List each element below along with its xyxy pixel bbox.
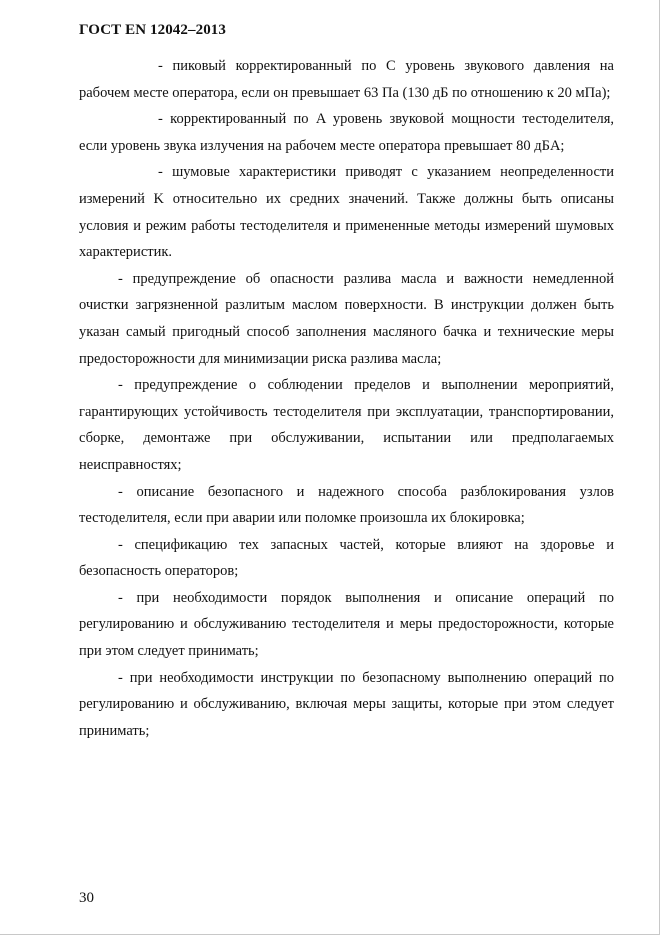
- page-number: 30: [79, 890, 94, 906]
- paragraph-stability-warning: - предупреждение о соблюдении пределов и выполнении мероприятий, гарантирующих устойчивость тестоделителя при эксплуатации, транспортировании, сборке, демонтаже при обслуживании, испытании или предполагаемых неисправностях;: [79, 377, 614, 473]
- paragraph-safe-maintenance-instructions: - при необходимости инструкции по безопасному выполнению операций по регулированию и обслуживанию, включая меры защиты, которые при этом следует принимать;: [79, 669, 614, 739]
- paragraph-spare-parts-specification: - спецификацию тех запасных частей, которые влияют на здоровье и безопасность операторов;: [79, 536, 614, 580]
- paragraph-peak-sound-pressure: - пиковый корректированный по C уровень звукового давления на рабочем месте оператора, если он превышает 63 Па (130 дБ по отношению к 20 мПа);: [79, 58, 614, 101]
- paragraph-adjustment-procedure: - при необходимости порядок выполнения и описание операций по регулированию и обслуживанию тестоделителя и меры предосторожности, которые при этом следует принимать;: [79, 589, 614, 660]
- paragraph-oil-spill-warning: - предупреждение об опасности разлива масла и важности немедленной очистки загрязненной разлитым маслом поверхности. В инструкции должен быть указан самый пригодный способ заполнения масляного бачка и технические меры предосторожности для минимизации риска разлива масла;: [79, 270, 614, 367]
- paragraph-noise-characteristics: - шумовые характеристики приводят с указанием неопределенности измерений K относительно их средних значений. Также должны быть описаны условия и режим работы тестоделителя и примененные методы измерений шумовых характеристик.: [79, 164, 614, 261]
- paragraph-sound-power-level: - корректированный по A уровень звуковой мощности тестоделителя, если уровень звука излучения на рабочем месте оператора превышает 80 дБA;: [79, 111, 614, 154]
- paragraph-unblocking-description: - описание безопасного и надежного способа разблокирования узлов тестоделителя, если при аварии или поломке произошла их блокировка;: [79, 483, 614, 527]
- document-body: [79, 53, 614, 744]
- document-header-title: ГОСТ EN 12042–2013: [79, 22, 226, 38]
